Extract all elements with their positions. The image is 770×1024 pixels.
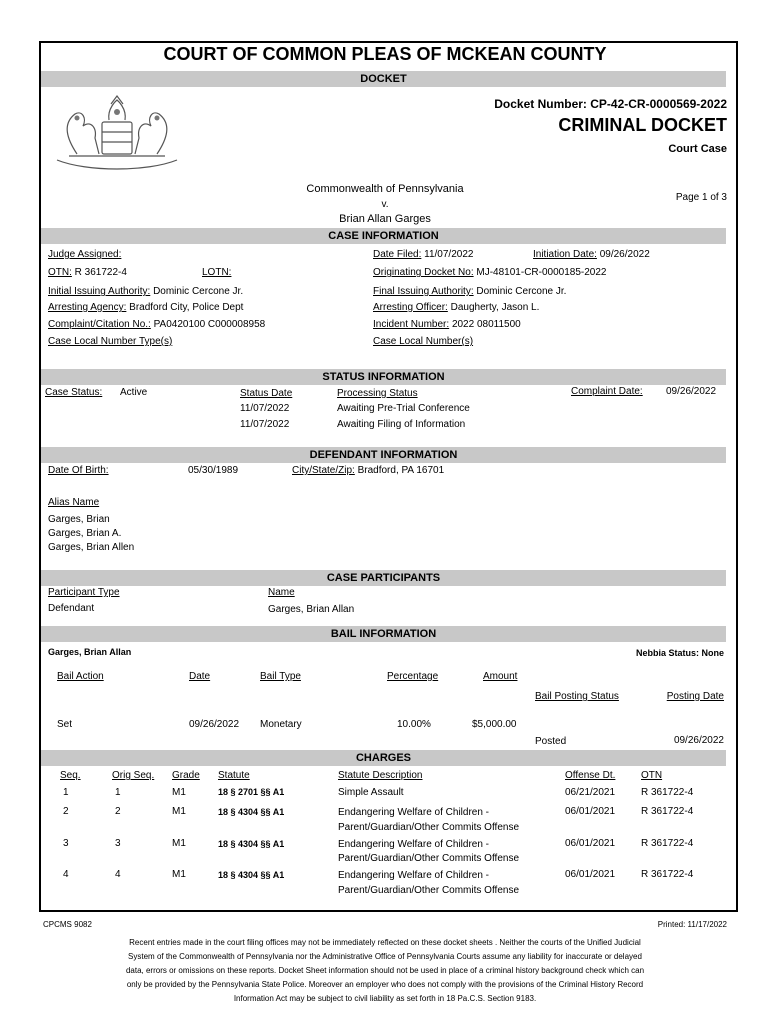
charge-description: Endangering Welfare of Children -: [338, 807, 490, 818]
case-status-value: Active: [120, 387, 148, 398]
complaint-date-value: 09/26/2022: [666, 386, 717, 397]
charge-description-cont: Parent/Guardian/Other Commits Offense: [338, 885, 520, 896]
city-state-zip: City/State/Zip: Bradford, PA 16701: [292, 465, 445, 476]
caption-versus: v.: [381, 199, 389, 210]
statute-description-header: Statute Description: [338, 770, 423, 781]
docket-bar: DOCKET: [41, 71, 726, 87]
otn-header: OTN: [641, 770, 663, 781]
dob-label: Date Of Birth:: [48, 465, 109, 476]
caption-defendant: Brian Allan Garges: [339, 213, 431, 225]
defendant-information-bar: DEFENDANT INFORMATION: [41, 447, 726, 463]
case-status-label: Case Status:: [45, 387, 103, 398]
criminal-docket-heading: CRIMINAL DOCKET: [558, 115, 727, 135]
case-information-bar: CASE INFORMATION: [41, 228, 726, 244]
charge-offense-date: 06/01/2021: [565, 806, 616, 817]
bail-amount-header: Amount: [483, 671, 518, 682]
charge-statute: 18 § 4304 §§ A1: [218, 870, 285, 880]
case-participants-bar: CASE PARTICIPANTS: [41, 570, 726, 586]
bail-action-header: Bail Action: [57, 671, 104, 682]
incident-number: Incident Number: 2022 08011500: [373, 319, 521, 330]
form-number: CPCMS 9082: [43, 920, 92, 929]
docket-number: Docket Number: CP-42-CR-0000569-2022: [494, 97, 727, 111]
status-row-date: 11/07/2022: [240, 403, 290, 414]
arresting-agency: Arresting Agency: Bradford City, Police Dept: [48, 302, 244, 313]
bail-defendant-name: Garges, Brian Allan: [48, 647, 132, 657]
charge-statute: 18 § 2701 §§ A1: [218, 787, 285, 797]
page-number: Page 1 of 3: [675, 192, 727, 203]
bail-posting-date: 09/26/2022: [673, 735, 724, 746]
initial-issuing-authority: Initial Issuing Authority: Dominic Cercone Jr.: [48, 286, 244, 297]
bail-posting-status-header: Bail Posting Status: [535, 691, 619, 702]
charge-orig-seq: 3: [115, 838, 121, 849]
participant-type-header: Participant Type: [48, 587, 120, 598]
orig-seq-header: Orig Seq.: [112, 770, 155, 781]
disclaimer-line: Information Act may be subject to civil liability as set forth in 18 Pa.C.S. Section 9183.: [233, 994, 537, 1003]
charge-offense-date: 06/01/2021: [565, 869, 616, 880]
bail-information-bar: BAIL INFORMATION: [41, 626, 726, 642]
charge-grade: M1: [172, 787, 186, 798]
status-row-status: Awaiting Pre-Trial Conference: [337, 403, 470, 414]
bail-posting-date-header: Posting Date: [666, 691, 724, 702]
charge-otn: R 361722-4: [641, 869, 694, 880]
alias-item: Garges, Brian: [48, 514, 110, 525]
charge-orig-seq: 2: [115, 806, 121, 817]
lotn-label: LOTN:: [202, 267, 232, 278]
status-date-header: Status Date: [240, 388, 293, 399]
printed-date: Printed: 11/17/2022: [657, 920, 727, 929]
charge-description-cont: Parent/Guardian/Other Commits Offense: [338, 822, 520, 833]
charge-description: Simple Assault: [338, 787, 404, 798]
bail-percentage-header: Percentage: [387, 671, 439, 682]
charge-offense-date: 06/21/2021: [565, 787, 616, 798]
page-title: COURT OF COMMON PLEAS OF MCKEAN COUNTY: [163, 44, 607, 64]
charge-description: Endangering Welfare of Children -: [338, 839, 490, 850]
case-local-number-label: Case Local Number(s): [373, 336, 474, 347]
alias-name-label: Alias Name: [48, 497, 100, 508]
case-local-number-type-label: Case Local Number Type(s): [48, 336, 173, 347]
participant-type: Defendant: [48, 603, 95, 614]
otn: OTN: R 361722-4: [48, 267, 127, 278]
complaint-citation: Complaint/Citation No.: PA0420100 C000008958: [48, 319, 266, 330]
charge-description: Endangering Welfare of Children -: [338, 870, 490, 881]
charge-statute: 18 § 4304 §§ A1: [218, 839, 285, 849]
nebbia-status: Nebbia Status: None: [635, 648, 724, 658]
originating-docket: Originating Docket No: MJ-48101-CR-0000185-2022: [373, 267, 607, 278]
seq-header: Seq.: [60, 770, 81, 781]
bail-action: Set: [57, 719, 73, 730]
status-row-status: Awaiting Filing of Information: [337, 419, 466, 430]
charge-description-cont: Parent/Guardian/Other Commits Offense: [338, 853, 520, 864]
statute-header: Statute: [218, 770, 250, 781]
charge-orig-seq: 1: [115, 787, 121, 798]
charges-bar: CHARGES: [41, 750, 726, 766]
charge-offense-date: 06/01/2021: [565, 838, 616, 849]
dob-value: 05/30/1989: [188, 465, 239, 476]
alias-item: Garges, Brian A.: [48, 528, 122, 539]
charge-grade: M1: [172, 806, 186, 817]
participant-name-header: Name: [268, 587, 295, 598]
charge-statute: 18 § 4304 §§ A1: [218, 807, 285, 817]
disclaimer-line: System of the Commonwealth of Pennsylvania nor the Administrative Office of Pennsylvania Courts assume any liability for inaccurate or delayed: [128, 952, 642, 961]
arresting-officer: Arresting Officer: Daugherty, Jason L.: [373, 302, 540, 313]
disclaimer-line: data, errors or omissions on these reports. Docket Sheet information should not be used in place of a criminal history background check which can: [125, 966, 645, 975]
charge-seq: 3: [63, 838, 69, 849]
bail-percentage: 10.00%: [397, 719, 431, 730]
charge-otn: R 361722-4: [641, 838, 694, 849]
processing-status-header: Processing Status: [337, 388, 418, 399]
date-filed: Date Filed: 11/07/2022: [373, 249, 474, 260]
bail-date: 09/26/2022: [189, 719, 240, 730]
offense-date-header: Offense Dt.: [565, 770, 616, 781]
judge-assigned-label: Judge Assigned:: [48, 249, 122, 260]
court-case-label: Court Case: [668, 143, 727, 155]
charge-otn: R 361722-4: [641, 806, 694, 817]
grade-header: Grade: [172, 770, 200, 781]
disclaimer-line: Recent entries made in the court filing offices may not be immediately reflected on these docket sheets . Neither the courts of the Unified Judicial: [129, 938, 641, 947]
caption-commonwealth: Commonwealth of Pennsylvania: [306, 183, 464, 195]
charge-orig-seq: 4: [115, 869, 121, 880]
bail-type: Monetary: [260, 719, 302, 730]
initiation-date: Initiation Date: 09/26/2022: [533, 249, 650, 260]
bail-posting-status: Posted: [535, 736, 567, 747]
disclaimer-line: only be provided by the Pennsylvania State Police. Moreover an employer who does not comply with the provisions of the Criminal History Record: [126, 980, 644, 989]
final-issuing-authority: Final Issuing Authority: Dominic Cercone Jr.: [373, 286, 567, 297]
bail-amount: $5,000.00: [472, 719, 517, 730]
charge-seq: 2: [63, 806, 69, 817]
pennsylvania-seal-icon: [47, 94, 187, 176]
charge-otn: R 361722-4: [641, 787, 694, 798]
charge-grade: M1: [172, 838, 186, 849]
charge-seq: 4: [63, 869, 69, 880]
status-row-date: 11/07/2022: [240, 419, 290, 430]
alias-item: Garges, Brian Allen: [48, 542, 135, 553]
complaint-date-label: Complaint Date:: [571, 386, 643, 397]
charge-grade: M1: [172, 869, 186, 880]
participant-name: Garges, Brian Allan: [268, 604, 355, 615]
bail-date-header: Date: [189, 671, 211, 682]
bail-type-header: Bail Type: [260, 671, 301, 682]
status-information-bar: STATUS INFORMATION: [41, 369, 726, 385]
charge-seq: 1: [63, 787, 69, 798]
